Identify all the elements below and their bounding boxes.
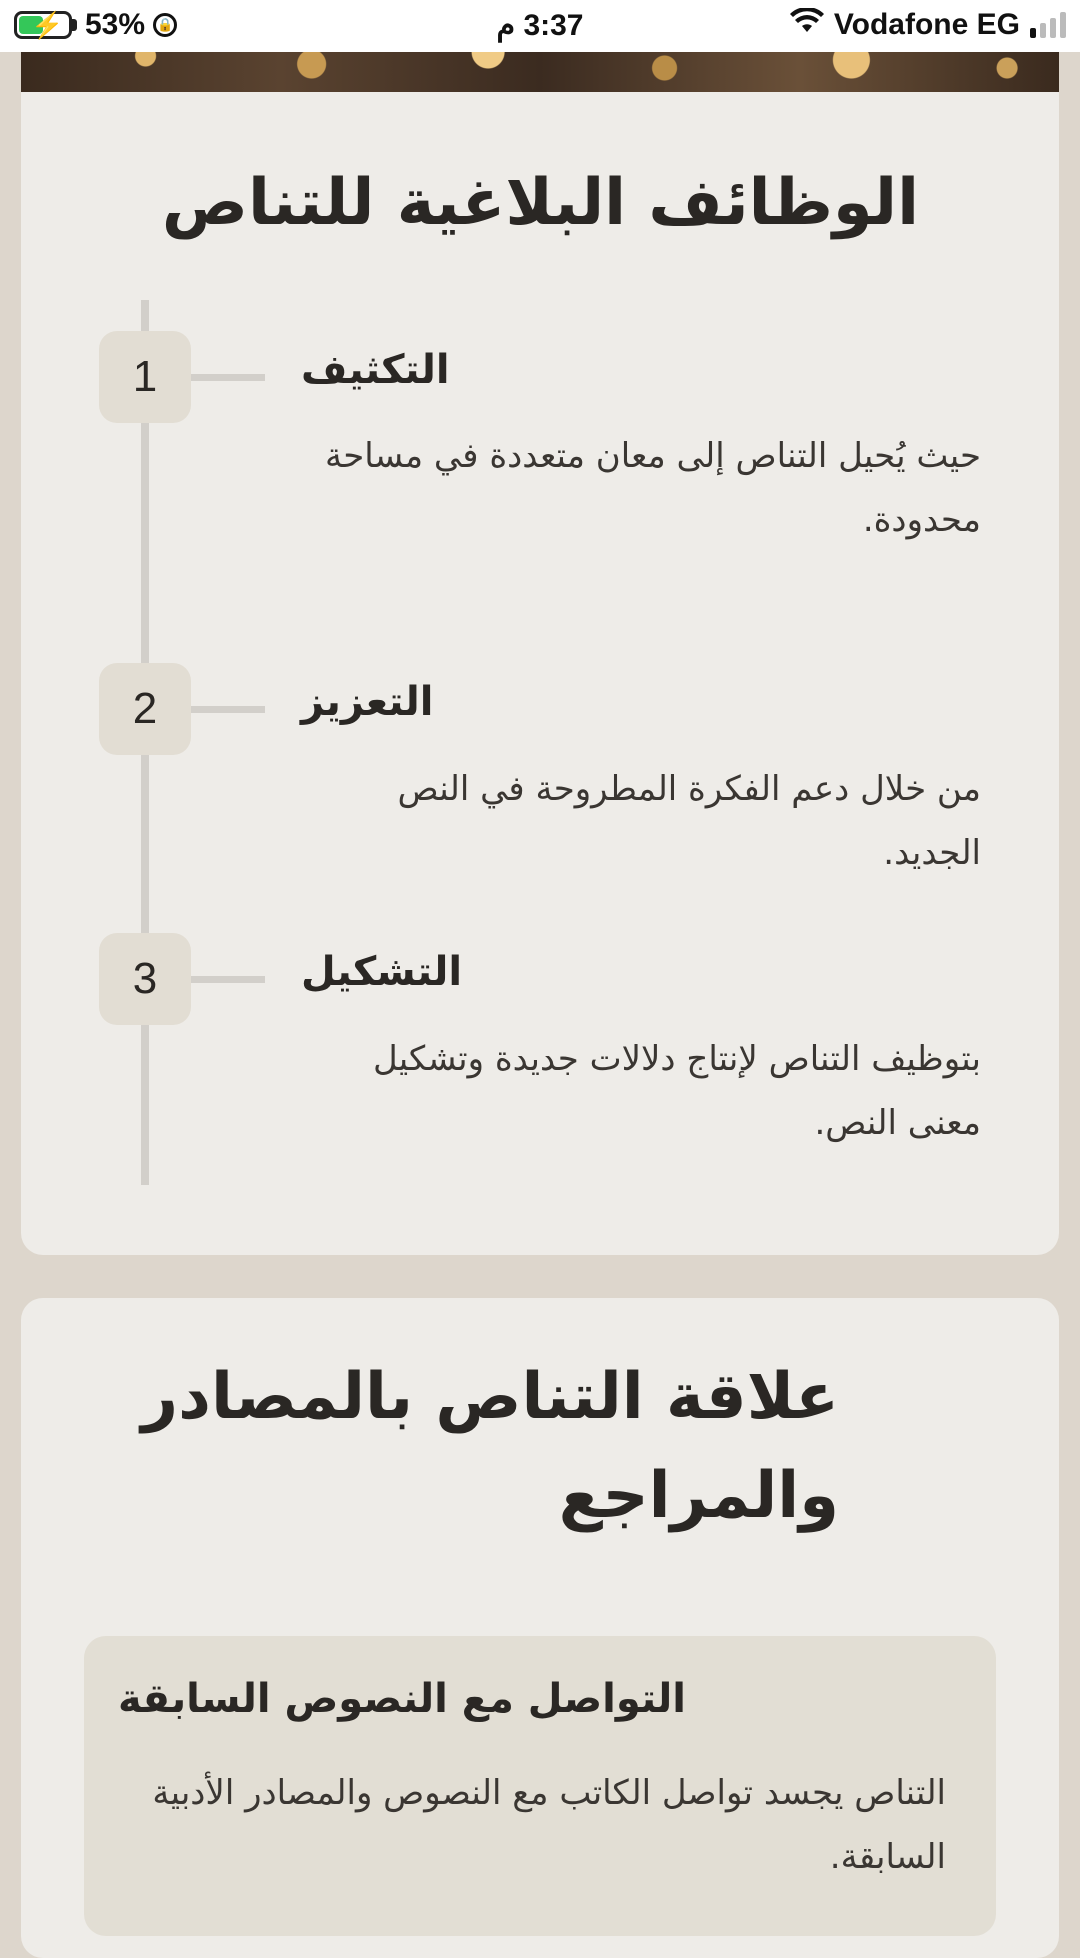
battery-charging-icon: ⚡	[14, 11, 72, 39]
step-text: حيث يُحيل التناص إلى معان متعددة في مساحة محدودة.	[324, 436, 981, 540]
signal-icon	[1030, 12, 1066, 38]
decorative-header-image	[21, 52, 1059, 92]
section-title-sources: علاقة التناص بالمصادر والمراجع	[141, 1360, 839, 1534]
step-number-badge: 3	[99, 933, 191, 1025]
wifi-icon	[790, 8, 824, 42]
step-connector	[191, 374, 265, 381]
info-card-text: التناص يجسد تواصل الكاتب مع النصوص والمصادر الأدبية السابقة.	[152, 1773, 946, 1877]
battery-percentage: 53%	[85, 8, 146, 41]
carrier-name: Vodafone EG	[833, 8, 1020, 41]
status-bar	[0, 0, 1080, 52]
step-connector	[191, 706, 265, 713]
step-title: التعزيز	[301, 679, 434, 725]
step-text: بتوظيف التناص لإنتاج دلالات جديدة وتشكيل معنى النص.	[373, 1039, 981, 1143]
functions-card	[21, 92, 1059, 1255]
step-text: من خلال دعم الفكرة المطروحة في النص الجديد.	[397, 769, 981, 873]
step-connector	[191, 976, 265, 983]
step-number-badge: 1	[99, 331, 191, 423]
info-card	[84, 1636, 996, 1936]
section-title-functions: الوظائف البلاغية للتناص	[161, 166, 919, 240]
rotation-lock-icon: 🔒	[153, 13, 177, 37]
step-title: التشكيل	[301, 949, 463, 995]
status-right	[790, 8, 1066, 42]
sources-card	[21, 1298, 1059, 1958]
status-time: 3:37 م	[496, 9, 584, 42]
info-card-title: التواصل مع النصوص السابقة	[118, 1676, 686, 1722]
step-title: التكثيف	[301, 347, 450, 393]
step-number-badge: 2	[99, 663, 191, 755]
